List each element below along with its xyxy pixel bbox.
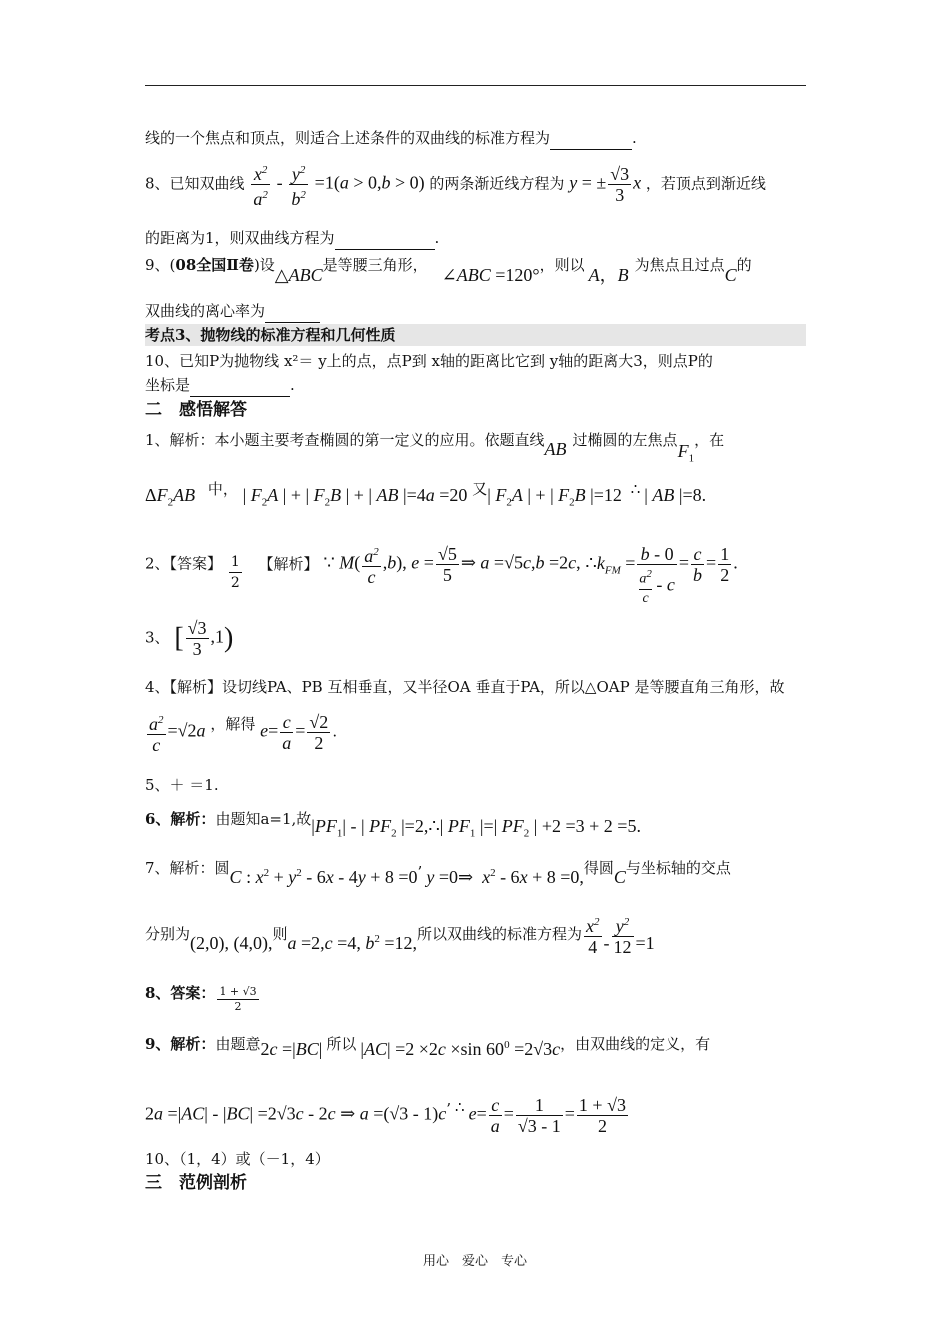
answer-1-line-2: $\Delta F_2AB$ 中， | $F_2A$ | + | $F_2B$ | + | AB |=4a =20 又| $F_2A$ | + | $F_2B$ |=12 ∴ | AB |=8. xyxy=(145,480,707,509)
text: 所以 xyxy=(326,1035,357,1053)
text: 8、已知双曲线 xyxy=(145,174,245,193)
text: 中， xyxy=(207,480,238,498)
text: 又 xyxy=(472,480,488,498)
text: 线的一个焦点和顶点，则适合上述条件的双曲线的标准方程为 xyxy=(145,129,551,147)
fraction-c-a-b: $\frac{c}{a}$ xyxy=(490,1095,500,1136)
fraction-c-b: $\frac{c}{b}$ xyxy=(693,544,703,585)
answer-blank xyxy=(335,227,435,250)
text: 则 xyxy=(272,925,288,943)
question-8-line-2 xyxy=(145,227,439,250)
answer-5: 5、＋ ＝1. xyxy=(145,776,219,794)
fraction-1-sqrt3m1: $\frac{1}{√3 - 1}$ xyxy=(517,1095,561,1136)
fraction-sqrt3-3: $\frac{√3}{3}$ xyxy=(610,164,630,205)
text: 2、【答案】 xyxy=(145,554,223,573)
question-8: 8、已知双曲线 $\frac{x^2}{a^2}$ - $\frac{y^2}{b^2}$ =1(a > 0,b > 0) 的两条渐近线方程为 y = ± $\frac{√3}{3}$ x ，若顶点到渐近线 xyxy=(145,160,766,209)
answer-1: 1、解析：本小题主要考查椭圆的第一定义的应用。依题直线AB 过椭圆的左焦点$F_1$，在 xyxy=(145,431,725,465)
fraction-y2-b2: $\frac{y^2}{b^2}$ xyxy=(289,160,308,209)
question-9: 9、(08全国Ⅱ卷)设△ABC是等腰三角形， ∠ABC =120°，则以 A，B 为焦点且过点C的 xyxy=(145,256,752,285)
heading-2: 二 感悟解答 xyxy=(145,400,247,420)
text: 与坐标轴的交点 xyxy=(625,859,731,877)
answer-4-line-2: $\frac{a^2}{c}$ =√2a ，解得 e= $\frac{c}{a}$ = $\frac{√2}{2}$ . xyxy=(149,712,338,755)
text: . xyxy=(290,376,295,394)
header-rule xyxy=(145,85,806,86)
answer-9-line-2: 2a =|AC| - |BC| =2√3c - 2c ⇒ a =(√3 - 1)c’ ∴ e= $\frac{c}{a}$ = $\frac{1}{√3 - 1}$ = $\frac{1 + √3}{2}$ xyxy=(145,1095,626,1136)
answer-9: 9、解析：由题意2c =|BC| 所以 |AC| =2 ×2c ×sin $60^0 =2√3c$，由双曲线的定义，有 xyxy=(145,1035,711,1059)
text: . xyxy=(332,722,338,741)
answer-7-line-2: 分别为(2,0), (4,0),则a =2,c =4, $b^2 =12$,所以双曲线的标准方程为 $\frac{x^2}{4}$ - $\frac{y^2}{12}$ =1 xyxy=(145,912,655,957)
text: )设 xyxy=(253,256,275,274)
text: ，若顶点到渐近线 xyxy=(645,174,766,193)
fraction-sqrt5-5: $\frac{√5}{5}$ xyxy=(437,544,457,585)
answer-8 xyxy=(145,982,261,1014)
text: 【解析】 xyxy=(258,554,319,573)
text: 8、答案： xyxy=(145,984,216,1002)
fraction-sqrt3-3b: $\frac{√3}{3}$ xyxy=(187,618,207,659)
question-10: 10、已知P为抛物线 x²＝ y上的点，点P到 x轴的距离比它到 y轴的距离大3，则点P的 xyxy=(145,352,713,370)
fraction-y2-12: $\frac{y^2}{12}$ xyxy=(612,912,634,957)
fraction-1psqrt3-2: $\frac{1 + √3}{2}$ xyxy=(578,1095,626,1136)
text: ，解得 xyxy=(210,714,256,733)
answer-7: 7、解析：圆C : $x^2 + y^2 - 6x - 4y + 8 =0$’ y =0⇒ $x^2 - 6x + 8 =0$,得圆C与坐标轴的交点 xyxy=(145,859,731,887)
text: 的两条渐近线方程为 xyxy=(429,174,565,193)
source-tag: 08全国Ⅱ卷 xyxy=(175,256,254,274)
fraction-sqrt2-2: $\frac{√2}{2}$ xyxy=(309,712,329,753)
text: 的 xyxy=(736,256,752,274)
fraction-x2-4: $\frac{x^2}{4}$ xyxy=(584,912,602,957)
text: 9、( xyxy=(145,256,176,274)
text: 双曲线的离心率为 xyxy=(145,302,266,320)
fraction-a2-c: $\frac{a^2}{c}$ xyxy=(362,542,381,587)
therefore-symbol: ∴ xyxy=(455,1097,465,1116)
text: 7、解析：圆 xyxy=(145,859,230,877)
answer-blank xyxy=(550,127,632,150)
text: 分别为 xyxy=(145,925,191,943)
fraction-c-a: $\frac{c}{a}$ xyxy=(282,712,292,753)
text: 所以双曲线的标准方程为 xyxy=(416,925,582,943)
text: ，由双曲线的定义，有 xyxy=(560,1035,711,1053)
text: 是等腰三角形， xyxy=(322,256,428,274)
answer-4: 4、【解析】设切线PA、PB 互相垂直，又半径OA 垂直于PA，所以△OAP 是等腰直角三角形，故 xyxy=(145,678,785,696)
text: 3、 xyxy=(145,628,170,647)
text: 过椭圆的左焦点 xyxy=(572,431,678,449)
answer-2: 2、【答案】 $\frac{1}{2}$ 【解析】 ∵ M( $\frac{a^2}{c}$ ,b), e = $\frac{√5}{5}$ ⇒ a =√5c,b =2c, $\therefore k_{FM}$ = b - 0 $\frac{a^2}{c}$ - c = $\frac{c}{b}$ = $\frac{1}{2}$ . xyxy=(145,544,738,606)
text: 坐标是 xyxy=(145,376,191,394)
heading-3: 三 范例剖析 xyxy=(145,1173,247,1193)
fraction-x2-a2: $\frac{x^2}{a^2}$ xyxy=(251,160,270,209)
fraction-a2-c-b: $\frac{a^2}{c}$ xyxy=(147,710,166,755)
text: ，在 xyxy=(694,431,725,449)
section-header-3: 考点3、抛物线的标准方程和几何性质 xyxy=(145,324,806,346)
text: . xyxy=(632,129,637,147)
answer-6: 6、解析：由题知a=1,故$|PF_1|$ - | $PF_2$ |=2,∴| $PF_1$ |=| $PF_2$ | +2 =3 + 2 =5. xyxy=(145,810,641,840)
question-10-line-2 xyxy=(145,374,295,397)
text: 6、解析： xyxy=(145,810,216,828)
text: 为焦点且过点 xyxy=(634,256,725,274)
text-line-1 xyxy=(145,127,637,150)
text: 由题知a=1,故 xyxy=(215,810,312,828)
answer-10: 10、（1，4）或（－1，4） xyxy=(145,1150,330,1168)
fraction-1-2: $\frac{1}{2}$ xyxy=(230,553,240,591)
text: ，则以 xyxy=(539,256,585,274)
fraction-1-2b: $\frac{1}{2}$ xyxy=(720,544,730,585)
text: 得圆 xyxy=(583,859,614,877)
text: 1、解析：本小题主要考查椭圆的第一定义的应用。依题直线 xyxy=(145,431,545,449)
page-footer: 用心 爱心 专心 xyxy=(422,1254,527,1269)
fraction-1-sqrt3-2: $\frac{1 + √3}{2}$ xyxy=(219,985,257,1013)
answer-blank xyxy=(190,374,290,397)
text: 9、解析： xyxy=(145,1035,216,1053)
text: . xyxy=(434,229,440,247)
answer-3: 3、 [ $\frac{√3}{3}$ ,1) xyxy=(145,618,234,659)
answer-blank xyxy=(265,300,320,323)
text: 由题意 xyxy=(215,1035,261,1053)
therefore-symbol: ∴ xyxy=(630,480,641,498)
text: 的距离为1，则双曲线方程为 xyxy=(145,229,335,247)
question-9-line-2 xyxy=(145,300,320,323)
fraction-kfm: b - 0 $\frac{a^2}{c}$ - c xyxy=(639,544,675,606)
